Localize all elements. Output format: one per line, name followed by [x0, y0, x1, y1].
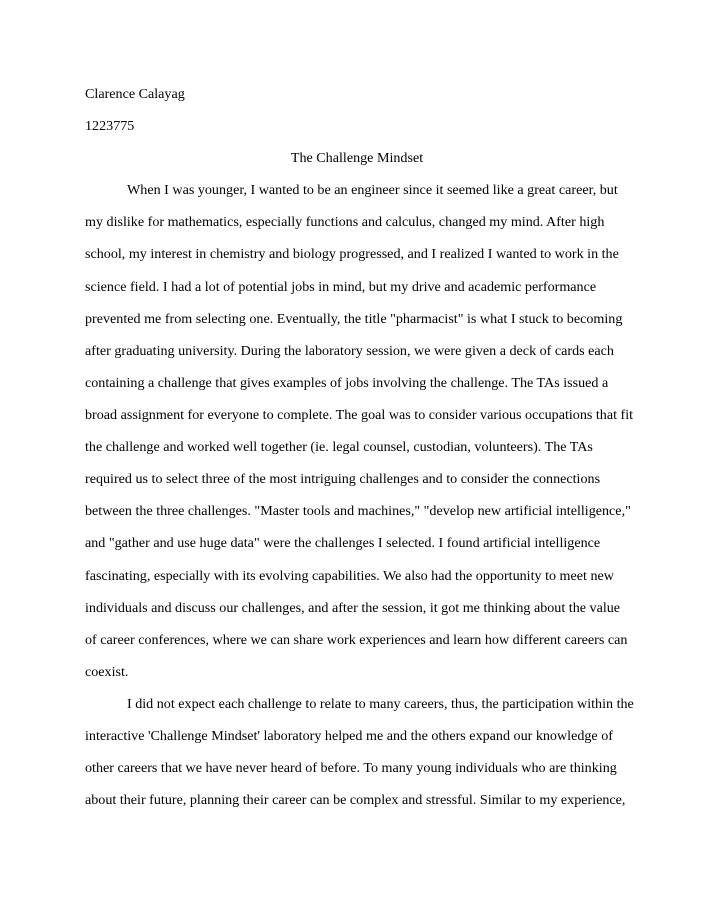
paragraph-1-line-16: coexist.: [85, 664, 129, 680]
paragraph-1-line-7: containing a challenge that gives examples of jobs involving the challenge. The TAs issued a: [85, 375, 609, 391]
student-id: 1223775: [85, 118, 135, 134]
paragraph-1-line-12: and "gather and use huge data" were the challenges I selected. I found artificial intelligence: [85, 535, 601, 551]
paragraph-1-line-6: after graduating university. During the laboratory session, we were given a deck of cards each: [85, 343, 614, 359]
paragraph-1-line-2: my dislike for mathematics, especially functions and calculus, changed my mind. After high: [85, 214, 605, 230]
paragraph-1-line-1: When I was younger, I wanted to be an engineer since it seemed like a great career, but: [127, 182, 618, 198]
paragraph-2-line-3: other careers that we have never heard of before. To many young individuals who are thinking: [85, 760, 617, 776]
paragraph-1-line-10: required us to select three of the most intriguing challenges and to consider the connections: [85, 471, 601, 487]
paragraph-2-line-4: about their future, planning their career can be complex and stressful. Similar to my experience,: [85, 792, 626, 808]
paragraph-1-line-3: school, my interest in chemistry and biology progressed, and I realized I wanted to work in the: [85, 246, 619, 262]
paragraph-1-line-9: the challenge and worked well together (ie. legal counsel, custodian, volunteers). The TAs: [85, 439, 593, 455]
author-name: Clarence Calayag: [85, 86, 185, 102]
paragraph-2-line-1: I did not expect each challenge to relate to many careers, thus, the participation within the: [127, 696, 634, 712]
paragraph-1-line-15: of career conferences, where we can share work experiences and learn how different careers can: [85, 632, 628, 648]
essay-title: The Challenge Mindset: [290, 150, 424, 166]
paragraph-2-line-2: interactive 'Challenge Mindset' laboratory helped me and the others expand our knowledge of: [85, 728, 613, 744]
paragraph-1-line-4: science field. I had a lot of potential jobs in mind, but my drive and academic performance: [85, 279, 597, 295]
paragraph-1-line-13: fascinating, especially with its evolving capabilities. We also had the opportunity to meet new: [85, 568, 614, 584]
paragraph-1-line-8: broad assignment for everyone to complete. The goal was to consider various occupations that fit: [85, 407, 634, 423]
paragraph-1-line-11: between the three challenges. "Master tools and machines," "develop new artificial intelligence,": [85, 503, 631, 519]
paragraph-1-line-5: prevented me from selecting one. Eventually, the title "pharmacist" is what I stuck to becoming: [85, 311, 623, 327]
paragraph-1-line-14: individuals and discuss our challenges, and after the session, it got me thinking about the value: [85, 600, 621, 616]
